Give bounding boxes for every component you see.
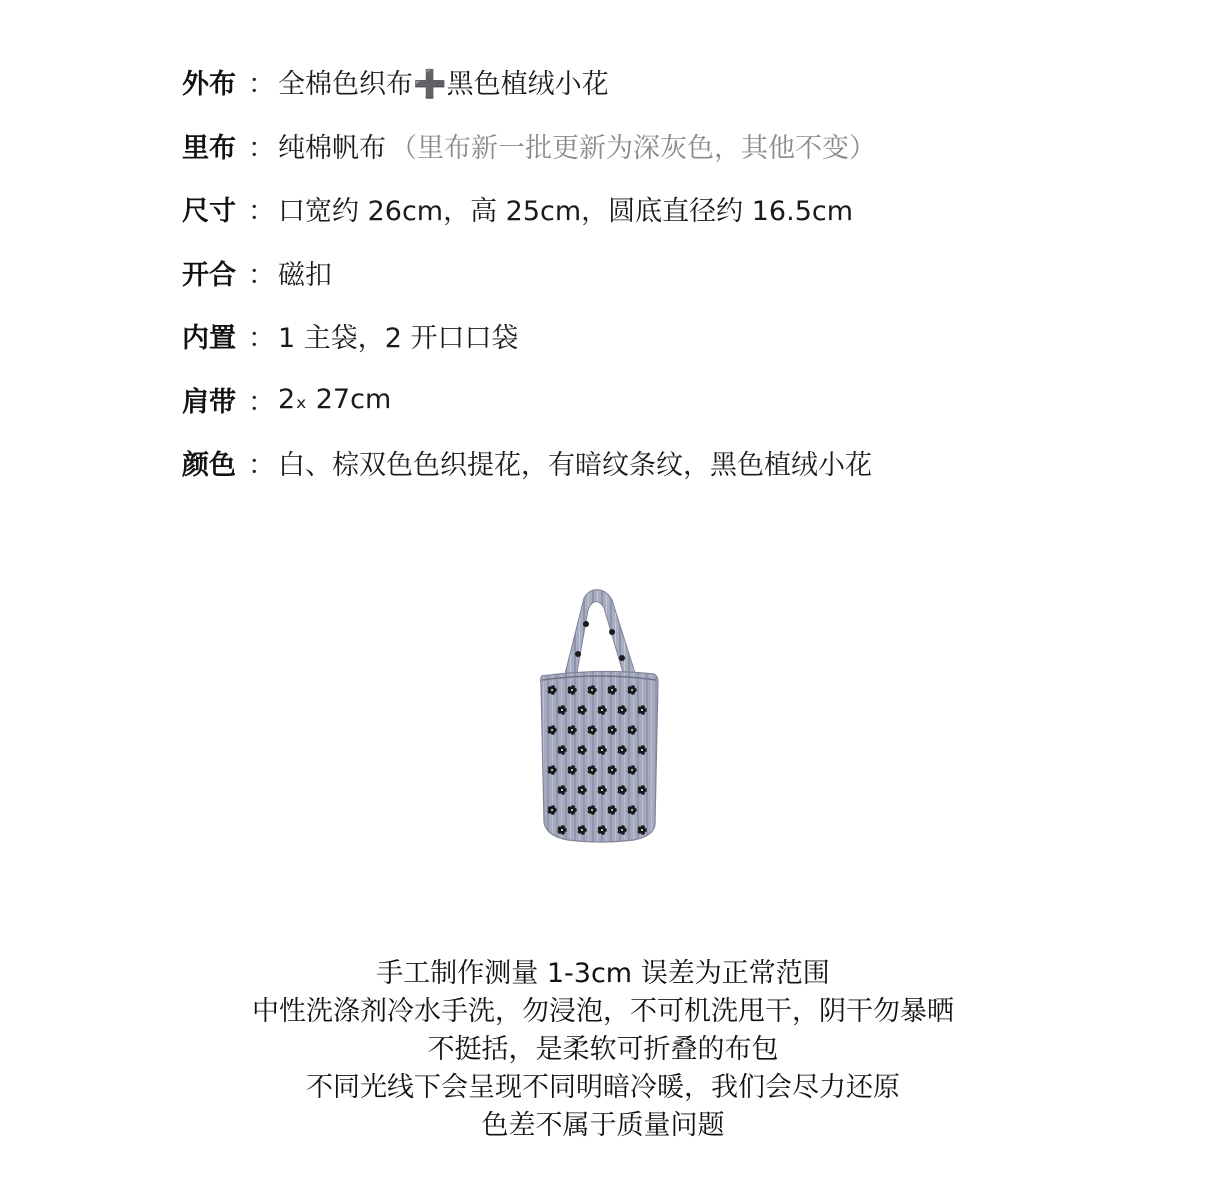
spec-outer-fabric xyxy=(182,50,876,114)
spec-value: 全棉色织布➕黑色植绒小花 xyxy=(278,69,609,101)
spec-size xyxy=(182,177,876,241)
spec-strap xyxy=(182,368,876,432)
spec-value: 白、棕双色色织提花，有暗纹条纹，黑色植绒小花 xyxy=(278,450,872,482)
spec-label: 肩带 xyxy=(182,386,236,418)
spec-value: 1 主袋，2 开口口袋 xyxy=(278,323,519,355)
spec-lining xyxy=(182,114,876,178)
spec-label: 开合 xyxy=(182,259,236,291)
spec-value: 纯棉帆布 xyxy=(278,132,386,164)
spec-colon: ： xyxy=(248,386,275,418)
spec-colon: ： xyxy=(248,196,275,228)
spec-label: 颜色 xyxy=(182,450,236,482)
spec-list xyxy=(182,50,876,495)
spec-label: 外布 xyxy=(182,69,236,101)
spec-colon: ： xyxy=(248,69,275,101)
note-line: 不同光线下会呈现不同明暗冷暖，我们会尽力还原 xyxy=(306,1072,900,1103)
spec-label: 内置 xyxy=(182,323,236,355)
spec-color xyxy=(182,431,876,495)
spec-colon: ： xyxy=(248,450,275,482)
tote-bag-image xyxy=(538,588,662,844)
care-notes xyxy=(0,955,1206,1145)
spec-note: （里布新一批更新为深灰色，其他不变） xyxy=(390,132,876,164)
spec-interior xyxy=(182,304,876,368)
spec-closure xyxy=(182,241,876,305)
note-line: 手工制作测量 1-3cm 误差为正常范围 xyxy=(376,958,830,989)
spec-label: 尺寸 xyxy=(182,196,236,228)
spec-value: 2ₓ 27cm xyxy=(278,383,392,415)
note-line: 中性洗涤剂冷水手洗，勿浸泡，不可机洗甩干，阴干勿暴晒 xyxy=(252,996,954,1027)
spec-colon: ： xyxy=(248,132,275,164)
spec-label: 里布 xyxy=(182,132,236,164)
spec-colon: ： xyxy=(248,259,275,291)
spec-value: 口宽约 26cm，高 25cm，圆底直径约 16.5cm xyxy=(278,196,854,228)
spec-colon: ： xyxy=(248,323,275,355)
note-line: 不挺括，是柔软可折叠的布包 xyxy=(427,1034,779,1065)
spec-value: 磁扣 xyxy=(278,259,332,291)
bag-handle xyxy=(564,590,636,678)
note-line: 色差不属于质量问题 xyxy=(481,1110,725,1141)
